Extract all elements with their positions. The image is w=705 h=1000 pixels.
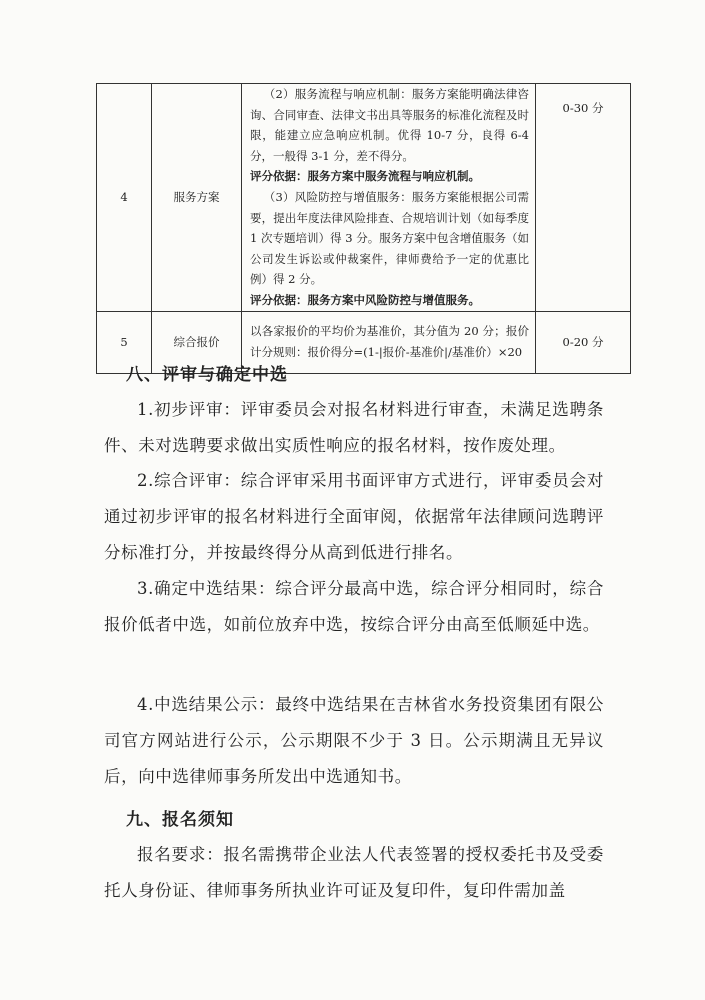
criteria-basis: 评分依据：服务方案中风险防控与增值服务。 (250, 292, 480, 307)
section-heading: 九、报名须知 (126, 810, 234, 830)
row-item: 服务方案 (152, 84, 242, 312)
paragraph: 报名要求：报名需携带企业法人代表签署的授权委托书及受委托人身份证、律师事务所执业许可证及复印件，复印件需加盖 (104, 845, 604, 900)
criteria-text: （3）风险防控与增值服务：服务方案能根据公司需要，提出年度法律风险排查、合规培训计划（如每季度 1 次专题培训）得 3 分。服务方案中包含增值服务（如公司发生诉讼或仲裁案件，律师费给予一定的优惠比例）得 2 分。 (250, 189, 529, 287)
row-item: 综合报价 (152, 311, 242, 373)
scoring-table (96, 83, 631, 374)
row-criteria (242, 84, 536, 312)
row-score (536, 84, 631, 312)
row-score: 0-20 分 (536, 311, 631, 373)
paragraph: 1.初步评审：评审委员会对报名材料进行审查，未满足选聘条件、未对选聘要求做出实质性响应的报名材料，按作废处理。 (104, 400, 604, 455)
row-number: 4 (97, 84, 152, 312)
table-row (97, 84, 631, 312)
row-score-text: 0-30 分 (562, 101, 604, 115)
criteria-text: （2）服务流程与响应机制：服务方案能明确法律咨询、合同审查、法律文书出具等服务的标准化流程及时限，能建立应急响应机制。优得 10-7 分，良得 6-4 分，一般得 3-1 分，差不得分。 (250, 87, 529, 163)
paragraph: 2.综合评审：综合评审采用书面评审方式进行，评审委员会对通过初步评审的报名材料进行全面审阅，依据常年法律顾问选聘评分标准打分，并按最终得分从高到低进行排名。 (104, 471, 604, 562)
criteria-text: 以各家报价的平均价为基准价，其分值为 20 分；报价计分规则：报价得分=(1-|报价-基准价|/基准价）×20 (250, 324, 529, 360)
paragraph: 3.确定中选结果：综合评分最高中选，综合评分相同时，综合报价低者中选，如前位放弃中选，按综合评分由高至低顺延中选。 (104, 579, 604, 634)
row-number: 5 (97, 311, 152, 373)
criteria-basis: 评分依据：服务方案中服务流程与响应机制。 (250, 169, 480, 184)
section-heading: 八、评审与确定中选 (126, 365, 288, 385)
paragraph: 4.中选结果公示：最终中选结果在吉林省水务投资集团有限公司官方网站进行公示，公示期限不少于 3 日。公示期满且无异议后，向中选律师事务所发出中选通知书。 (104, 695, 604, 786)
